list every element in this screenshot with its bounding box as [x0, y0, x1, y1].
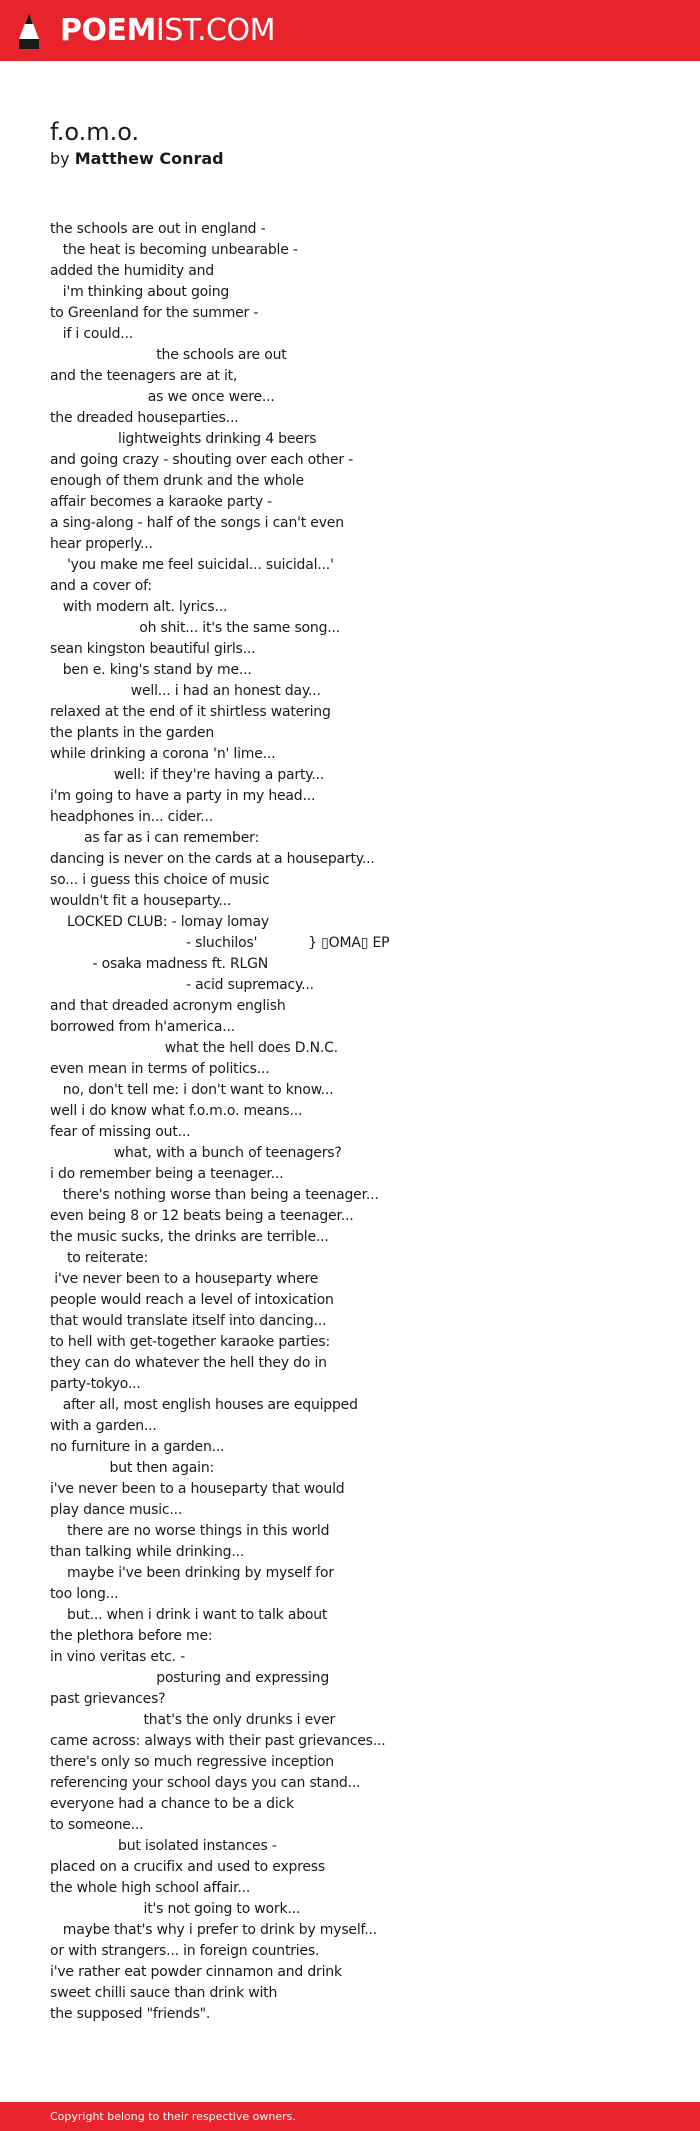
poem-line: they can do whatever the hell they do in	[50, 1355, 327, 1371]
poem-line: but isolated instances -	[50, 1838, 277, 1854]
poem-line: LOCKED CLUB: - lomay lomay	[50, 914, 269, 930]
site-footer	[0, 2102, 700, 2131]
poem-line: i do remember being a teenager...	[50, 1166, 284, 1182]
poem-line: the plethora before me:	[50, 1628, 213, 1644]
poem-line: borrowed from h'america...	[50, 1019, 236, 1035]
poem-line: i've never been to a houseparty where	[50, 1271, 319, 1287]
poem-line: dancing is never on the cards at a houseparty...	[50, 851, 375, 867]
poem-line: with a garden...	[50, 1418, 157, 1434]
poem-line: oh shit... it's the same song...	[50, 620, 341, 636]
poem-line: referencing your school days you can stand...	[50, 1775, 361, 1791]
poem-line: no furniture in a garden...	[50, 1439, 225, 1455]
poem-line: in vino veritas etc. -	[50, 1649, 185, 1665]
site-logo[interactable]	[60, 13, 275, 49]
poem-line: enough of them drunk and the whole	[50, 473, 304, 489]
poem-line: i've never been to a houseparty that would	[50, 1481, 345, 1497]
poem-line: headphones in... cider...	[50, 809, 213, 825]
poem-line: it's not going to work...	[50, 1901, 301, 1917]
poem-line: as we once were...	[50, 389, 275, 405]
poem-line: affair becomes a karaoke party -	[50, 494, 273, 510]
poem-line: if i could...	[50, 326, 134, 342]
poem-line: lightweights drinking 4 beers	[50, 431, 317, 447]
poem-line: maybe that's why i prefer to drink by myself...	[50, 1922, 377, 1938]
poem-line: everyone had a chance to be a dick	[50, 1796, 294, 1812]
poem-line: - acid supremacy...	[50, 977, 314, 993]
poem-line: to Greenland for the summer -	[50, 305, 259, 321]
poem-line: even mean in terms of politics...	[50, 1061, 270, 1077]
poem-line: i've rather eat powder cinnamon and drink	[50, 1964, 342, 1980]
poem-line: the dreaded houseparties...	[50, 410, 239, 426]
poem-line: well... i had an honest day...	[50, 683, 321, 699]
author-name[interactable]: Matthew Conrad	[74, 149, 224, 168]
poem-line: sean kingston beautiful girls...	[50, 641, 256, 657]
poem-line: the whole high school affair...	[50, 1880, 251, 1896]
poem-line: added the humidity and	[50, 263, 214, 279]
poem-line: there are no worse things in this world	[50, 1523, 330, 1539]
poem-line: placed on a crucifix and used to express	[50, 1859, 325, 1875]
poem-line: there's nothing worse than being a teenager...	[50, 1187, 379, 1203]
poem-line: - sluchilos' } ▯OMA▯ EP	[50, 935, 390, 951]
poem-line: came across: always with their past grievances...	[50, 1733, 386, 1749]
poem-line: with modern alt. lyrics...	[50, 599, 228, 615]
poem-line: i'm thinking about going	[50, 284, 230, 300]
poem-line: the heat is becoming unbearable -	[50, 242, 298, 258]
poem-title: f.o.m.o.	[50, 118, 140, 146]
byline	[50, 148, 650, 170]
logo-bold-text: POEM	[60, 13, 156, 48]
poem-line: people would reach a level of intoxication	[50, 1292, 334, 1308]
pencil-tip-icon[interactable]	[16, 11, 42, 51]
poem-line: and that dreaded acronym english	[50, 998, 286, 1014]
poem-line: even being 8 or 12 beats being a teenager...	[50, 1208, 354, 1224]
poem-line: and going crazy - shouting over each other -	[50, 452, 354, 468]
poem-line: so... i guess this choice of music	[50, 872, 270, 888]
poem-line: party-tokyo...	[50, 1376, 141, 1392]
poem-line: that would translate itself into dancing...	[50, 1313, 327, 1329]
poem-line: posturing and expressing	[50, 1670, 330, 1686]
poem-line: sweet chilli sauce than drink with	[50, 1985, 278, 2001]
poem-line: than talking while drinking...	[50, 1544, 245, 1560]
poem-line: fear of missing out...	[50, 1124, 191, 1140]
poem-line: no, don't tell me: i don't want to know...	[50, 1082, 334, 1098]
poem-line: relaxed at the end of it shirtless watering	[50, 704, 331, 720]
byline-prefix: by	[50, 149, 75, 168]
poem-line: maybe i've been drinking by myself for	[50, 1565, 334, 1581]
poem-line: 'you make me feel suicidal... suicidal...'	[50, 557, 334, 573]
poem-line: and a cover of:	[50, 578, 152, 594]
poem-heading	[50, 118, 650, 170]
poem-line: there's only so much regressive inception	[50, 1754, 334, 1770]
poem-line: what, with a bunch of teenagers?	[50, 1145, 342, 1161]
poem-line: wouldn't fit a houseparty...	[50, 893, 232, 909]
poem-line: what the hell does D.N.C.	[50, 1040, 338, 1056]
poem-body	[50, 219, 650, 2025]
poem-line: too long...	[50, 1586, 119, 1602]
poem-line: that's the only drunks i ever	[50, 1712, 336, 1728]
poem-line: but... when i drink i want to talk about	[50, 1607, 328, 1623]
poem-line: to someone...	[50, 1817, 144, 1833]
poem-line: a sing-along - half of the songs i can't even	[50, 515, 344, 531]
poem-line: while drinking a corona 'n' lime...	[50, 746, 276, 762]
site-header	[0, 0, 700, 61]
poem-line: to reiterate:	[50, 1250, 149, 1266]
poem-line: as far as i can remember:	[50, 830, 259, 846]
poem-line: i'm going to have a party in my head...	[50, 788, 316, 804]
poem-line: the music sucks, the drinks are terrible...	[50, 1229, 329, 1245]
poem-line: and the teenagers are at it,	[50, 368, 238, 384]
poem-line: the supposed "friends".	[50, 2006, 211, 2022]
logo-light-text: IST.COM	[155, 13, 275, 48]
poem-line: after all, most english houses are equipped	[50, 1397, 358, 1413]
poem-line: the schools are out	[50, 347, 287, 363]
poem-line: or with strangers... in foreign countries.	[50, 1943, 320, 1959]
poem-line: - osaka madness ft. RLGN	[50, 956, 269, 972]
poem-line: play dance music...	[50, 1502, 183, 1518]
poem-line: hear properly...	[50, 536, 153, 552]
poem-line: well i do know what f.o.m.o. means...	[50, 1103, 303, 1119]
copyright-notice: Copyright belong to their respective owners.	[50, 2110, 296, 2123]
poem-line: past grievances?	[50, 1691, 166, 1707]
poem-line: to hell with get-together karaoke parties:	[50, 1334, 330, 1350]
poem-line: the plants in the garden	[50, 725, 215, 741]
poem-line: but then again:	[50, 1460, 215, 1476]
poem-line: well: if they're having a party...	[50, 767, 325, 783]
poem-line: the schools are out in england -	[50, 221, 266, 237]
poem-line: ben e. king's stand by me...	[50, 662, 252, 678]
